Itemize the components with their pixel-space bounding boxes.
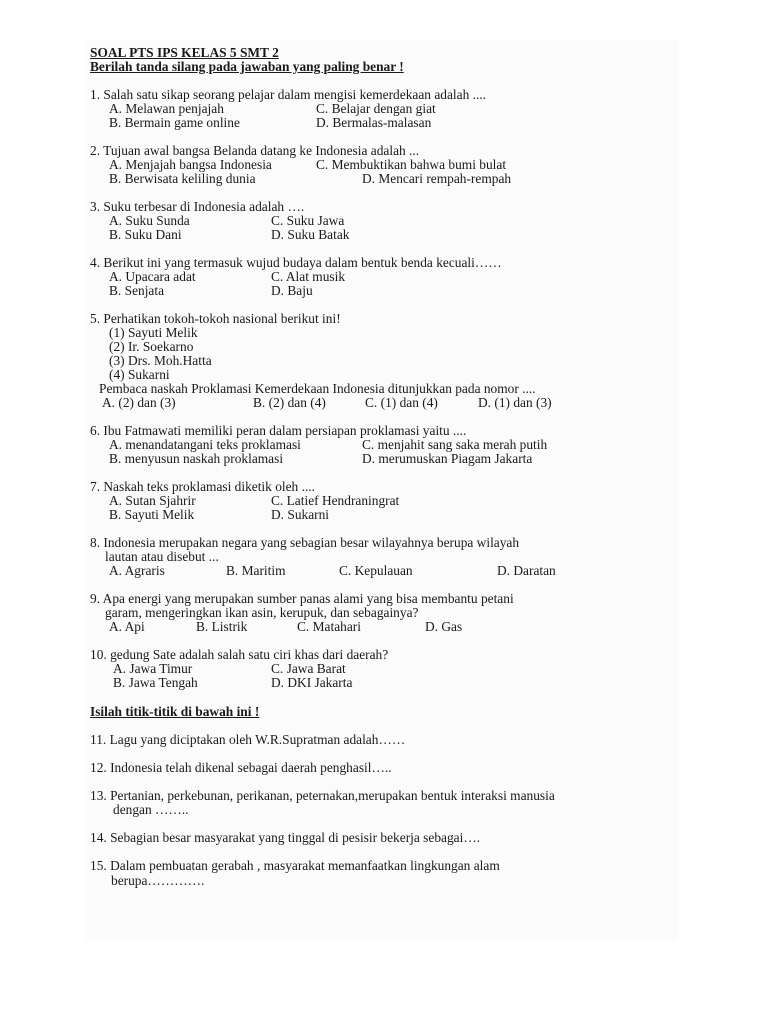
question-5-item-3: (3) Drs. Moh.Hatta [109, 353, 212, 368]
question-8-option-c: C. Kepulauan [339, 563, 413, 578]
question-6-text: 6. Ibu Fatmawati memiliki peran dalam persiapan proklamasi yaitu .... [90, 423, 467, 438]
question-9-option-d: D. Gas [425, 619, 463, 634]
question-15-text: 15. Dalam pembuatan gerabah , masyarakat memanfaatkan lingkungan alam [90, 858, 500, 873]
question-7-option-b: B. Sayuti Melik [109, 507, 195, 522]
instruction-fill-in: Isilah titik-titik di bawah ini ! [90, 704, 260, 719]
question-4-option-c: C. Alat musik [271, 269, 346, 284]
question-10-text: 10. gedung Sate adalah salah satu ciri khas dari daerah? [90, 647, 389, 662]
question-9-option-c: C. Matahari [297, 619, 361, 634]
question-5-option-c: C. (1) dan (4) [365, 395, 438, 410]
question-10-option-c: C. Jawa Barat [271, 661, 346, 676]
question-9-text: 9. Apa energi yang merupakan sumber panas alami yang bisa membantu petani [90, 591, 514, 606]
question-4-option-a: A. Upacara adat [109, 269, 196, 284]
question-2-option-c: C. Membuktikan bahwa bumi bulat [316, 157, 507, 172]
question-6-option-a: A. menandatangani teks proklamasi [109, 437, 301, 452]
question-3-text: 3. Suku terbesar di Indonesia adalah …. [90, 199, 305, 214]
question-3-option-a: A. Suku Sunda [109, 213, 190, 228]
question-9-text-cont: garam, mengeringkan ikan asin, kerupuk, dan sebagainya? [105, 605, 419, 620]
question-9-option-b: B. Listrik [196, 619, 248, 634]
document-title: SOAL PTS IPS KELAS 5 SMT 2 [90, 45, 279, 60]
question-1-option-d: D. Bermalas-malasan [316, 115, 432, 130]
question-5-option-a: A. (2) dan (3) [102, 395, 176, 410]
question-8-option-a: A. Agraris [109, 563, 165, 578]
question-15-text-cont: berupa…………. [111, 873, 205, 888]
question-5-item-2: (2) Ir. Soekarno [109, 339, 194, 354]
question-10-option-a: A. Jawa Timur [113, 661, 193, 676]
question-10-option-b: B. Jawa Tengah [113, 675, 198, 690]
question-12-text: 12. Indonesia telah dikenal sebagai daerah penghasil….. [90, 760, 392, 775]
question-9-option-a: A. Api [109, 619, 145, 634]
question-2-option-b: B. Berwisata keliling dunia [109, 171, 256, 186]
question-13-text: 13. Pertanian, perkebunan, perikanan, peternakan,merupakan bentuk interaksi manusia [90, 788, 555, 803]
question-7-text: 7. Naskah teks proklamasi diketik oleh .... [90, 479, 315, 494]
question-8-option-b: B. Maritim [226, 563, 286, 578]
question-5-item-1: (1) Sayuti Melik [109, 325, 198, 340]
question-2-option-d: D. Mencari rempah-rempah [362, 171, 512, 186]
question-5-option-b: B. (2) dan (4) [253, 395, 326, 410]
question-3-option-d: D. Suku Batak [271, 227, 350, 242]
question-7-option-c: C. Latief Hendraningrat [271, 493, 400, 508]
question-8-text: 8. Indonesia merupakan negara yang sebagian besar wilayahnya berupa wilayah [90, 535, 520, 550]
question-3-option-b: B. Suku Dani [109, 227, 182, 242]
question-4-text: 4. Berikut ini yang termasuk wujud budaya dalam bentuk benda kecuali…… [90, 255, 502, 270]
question-6-option-b: B. menyusun naskah proklamasi [109, 451, 284, 466]
question-7-option-d: D. Sukarni [271, 507, 330, 522]
question-10-option-d: D. DKI Jakarta [271, 675, 353, 690]
question-4-option-d: D. Baju [271, 283, 313, 298]
question-2-option-a: A. Menjajah bangsa Indonesia [109, 157, 272, 172]
question-1-text: 1. Salah satu sikap seorang pelajar dalam mengisi kemerdekaan adalah .... [90, 87, 486, 102]
question-6-option-c: C. menjahit sang saka merah putih [362, 437, 548, 452]
question-1-option-a: A. Melawan penjajah [109, 101, 224, 116]
question-6-option-d: D. merumuskan Piagam Jakarta [362, 451, 533, 466]
question-5-option-d: D. (1) dan (3) [478, 395, 552, 410]
question-14-text: 14. Sebagian besar masyarakat yang tinggal di pesisir bekerja sebagai…. [90, 830, 481, 845]
question-5-item-4: (4) Sukarni [109, 367, 170, 382]
question-13-text-cont: dengan …….. [113, 802, 189, 817]
question-7-option-a: A. Sutan Sjahrir [109, 493, 196, 508]
question-3-option-c: C. Suku Jawa [271, 213, 345, 228]
question-8-text-cont: lautan atau disebut ... [105, 549, 219, 564]
question-8-option-d: D. Daratan [497, 563, 556, 578]
question-5-text: 5. Perhatikan tokoh-tokoh nasional berikut ini! [90, 311, 341, 326]
instruction-multiple-choice: Berilah tanda silang pada jawaban yang paling benar ! [90, 59, 404, 74]
question-5-stem: Pembaca naskah Proklamasi Kemerdekaan Indonesia ditunjukkan pada nomor .... [99, 381, 536, 396]
question-1-option-c: C. Belajar dengan giat [316, 101, 436, 116]
question-4-option-b: B. Senjata [109, 283, 165, 298]
question-1-option-b: B. Bermain game online [109, 115, 240, 130]
question-11-text: 11. Lagu yang diciptakan oleh W.R.Supratman adalah…… [90, 732, 406, 747]
question-2-text: 2. Tujuan awal bangsa Belanda datang ke Indonesia adalah ... [90, 143, 420, 158]
